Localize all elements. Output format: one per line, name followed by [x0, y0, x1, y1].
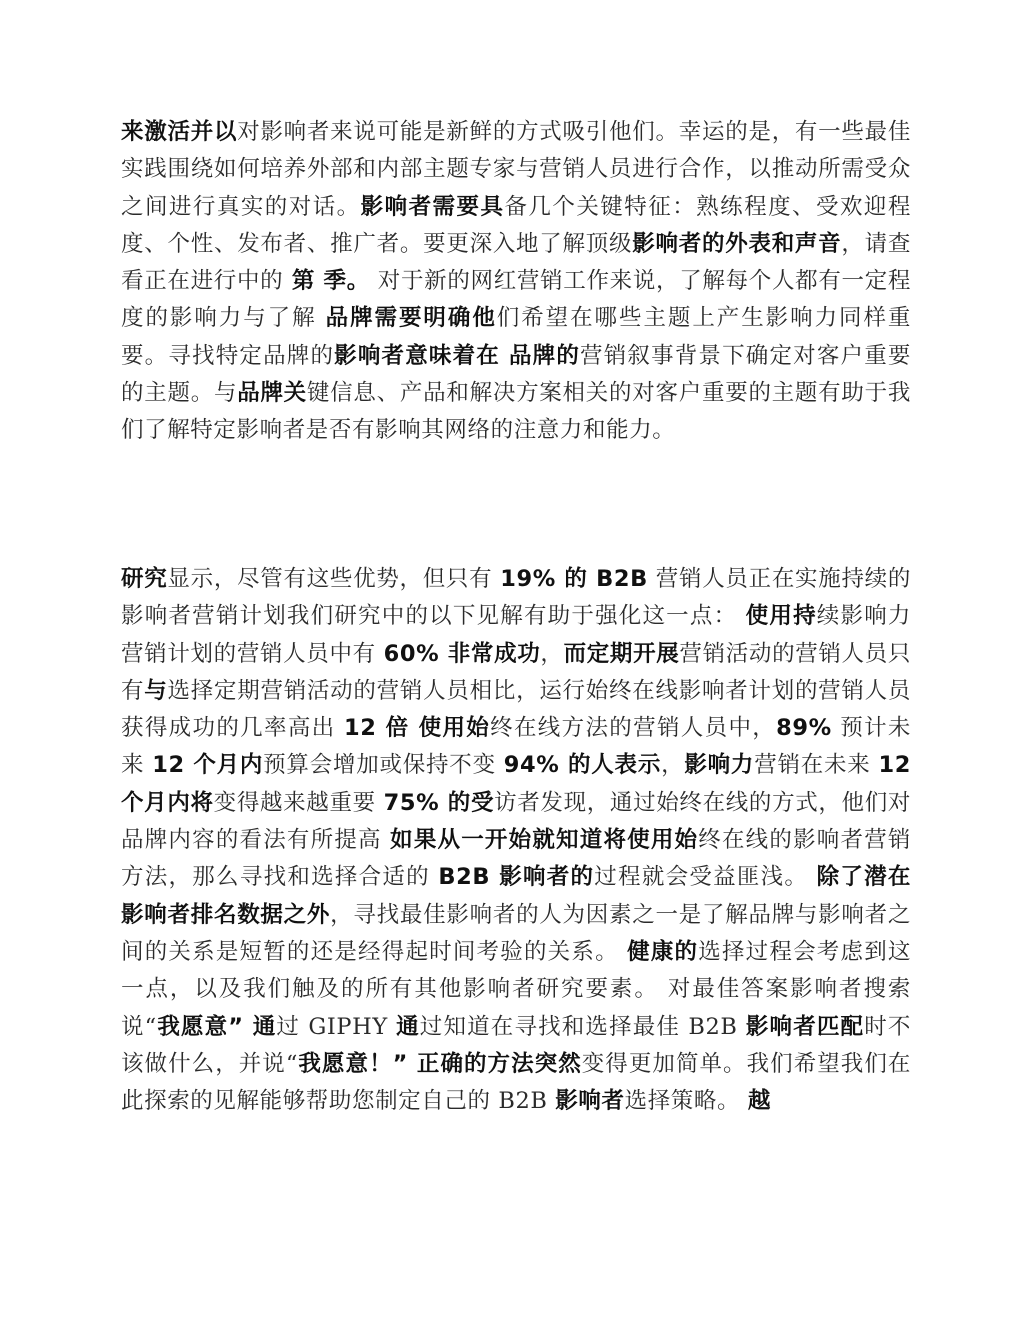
text-segment: 营销叙事背景下确定对客户重要的主题。与: [121, 342, 911, 407]
body-paragraph: [121, 114, 911, 450]
text-segment: 选择过程会考虑到这一点，以及我们触及的所有其他影响者研究要素。 对最佳答案影响者搜索说“: [121, 938, 911, 1040]
text-segment: 营销人员正在实施持续的影响者营销计划我们研究中的以下见解有助于强化这一点：: [121, 566, 911, 630]
bold-text-segment: 来激活并以: [121, 119, 238, 145]
text-segment: 过 GIPHY: [276, 1013, 397, 1040]
text-segment: 变得越来越重要: [213, 789, 384, 816]
text-segment: 访者发现，通过始终在线的方式，他们对品牌内容的看法有所提高: [121, 789, 911, 854]
text-segment: 选择定期营销活动的营销人员相比，运行始终在线影响者计划的营销人员获得成功的几率高出: [121, 677, 912, 742]
text-segment: 预计未来: [121, 715, 912, 779]
bold-text-segment: 除了潜在影响者排名数据之外: [121, 864, 912, 928]
text-segment: 预算会增加或保持不变: [263, 752, 504, 779]
text-segment: 备几个关键特征：熟练程度、受欢迎程度、个性、发布者、推广者。要更深入地了解顶级: [121, 193, 911, 257]
text-segment: 对于新的网红营销工作来说，了解每个人都有一定程度的影响力与了解: [121, 268, 912, 332]
bold-text-segment: 60% 非常成功: [383, 640, 541, 667]
text-segment: ，: [540, 640, 564, 667]
bold-text-segment: 影响者: [555, 1088, 625, 1115]
bold-text-segment: 94% 的人表示: [503, 752, 662, 779]
bold-text-segment: 研究: [121, 566, 168, 592]
text-segment: ，: [661, 752, 685, 779]
bold-text-segment: 我愿意！” 正确的方法突然: [297, 1050, 582, 1077]
bold-text-segment: 影响力: [684, 752, 755, 779]
text-segment: 对影响者来说可能是新鲜的方式吸引他们。幸运的是，有一些最佳实践围绕如何培养外部和内部主题专家与营销人员进行合作，以推动所需受众之间进行真实的对话。: [121, 119, 911, 220]
text-segment: 终在线的影响者营销方法，那么寻找和选择合适的: [121, 827, 911, 891]
bold-text-segment: 使用持: [745, 603, 817, 630]
bold-text-segment: 12 个月内将: [121, 752, 911, 816]
body-paragraph: [121, 561, 911, 1120]
bold-text-segment: 影响者匹配: [745, 1013, 865, 1040]
bold-text-segment: 而定期开展: [563, 640, 680, 667]
bold-text-segment: 19% 的 B2B: [500, 566, 648, 592]
text-segment: 过知道在寻找和选择最佳 B2B: [419, 1013, 746, 1040]
bold-text-segment: B2B 影响者的: [438, 864, 595, 891]
text-segment: 变得更加简单。我们希望我们在此探索的见解能够帮助您制定自己的 B2B: [121, 1050, 912, 1115]
text-segment: 过程就会受益匪浅。: [594, 864, 817, 891]
bold-text-segment: 如果从一开始就知道将使用始: [390, 827, 699, 854]
text-segment: 续影响力营销计划的营销人员中有: [121, 603, 911, 667]
bold-text-segment: 第 季。: [283, 268, 370, 295]
bold-text-segment: 健康的: [627, 938, 699, 965]
bold-text-segment: 12 个月内: [152, 752, 264, 779]
text-segment: 时不该做什么，并说“: [121, 1013, 911, 1077]
text-segment: 们希望在哪些主题上产生影响力同样重要。寻找特定品牌的: [121, 305, 911, 369]
bold-text-segment: 12 倍 使用始: [343, 715, 491, 742]
text-segment: 终在线方法的营销人员中，: [490, 715, 777, 742]
bold-text-segment: 通: [396, 1013, 420, 1040]
text-segment: ，寻找最佳影响者的人为因素之一是了解品牌与影响者之间的关系是短暂的还是经得起时间考验的关系。: [121, 901, 911, 965]
bold-text-segment: 与: [144, 677, 168, 704]
bold-text-segment: 品牌需要明确他: [325, 305, 497, 332]
text-segment: 显示，尽管有这些优势，但只有: [167, 566, 501, 592]
text-segment: 营销在未来: [754, 752, 879, 779]
bold-text-segment: 影响者的外表和声音: [632, 230, 842, 257]
text-segment: 营销活动的营销人员只有: [121, 640, 911, 704]
text-segment: ，请查看正在进行中的: [121, 230, 911, 295]
bold-text-segment: 89%: [776, 715, 832, 742]
bold-text-segment: 品牌关: [237, 380, 307, 407]
bold-text-segment: 影响者需要具: [360, 193, 505, 220]
bold-text-segment: 影响者意味着在 品牌的: [334, 342, 581, 369]
bold-text-segment: 我愿意” 通: [156, 1013, 277, 1040]
bold-text-segment: 75% 的受: [383, 789, 495, 816]
text-segment: 选择策略。: [624, 1088, 748, 1115]
bold-text-segment: 越: [747, 1088, 771, 1115]
text-segment: 键信息、产品和解决方案相关的对客户重要的主题有助于我们了解特定影响者是否有影响其网络的注意力和能力。: [121, 380, 911, 444]
